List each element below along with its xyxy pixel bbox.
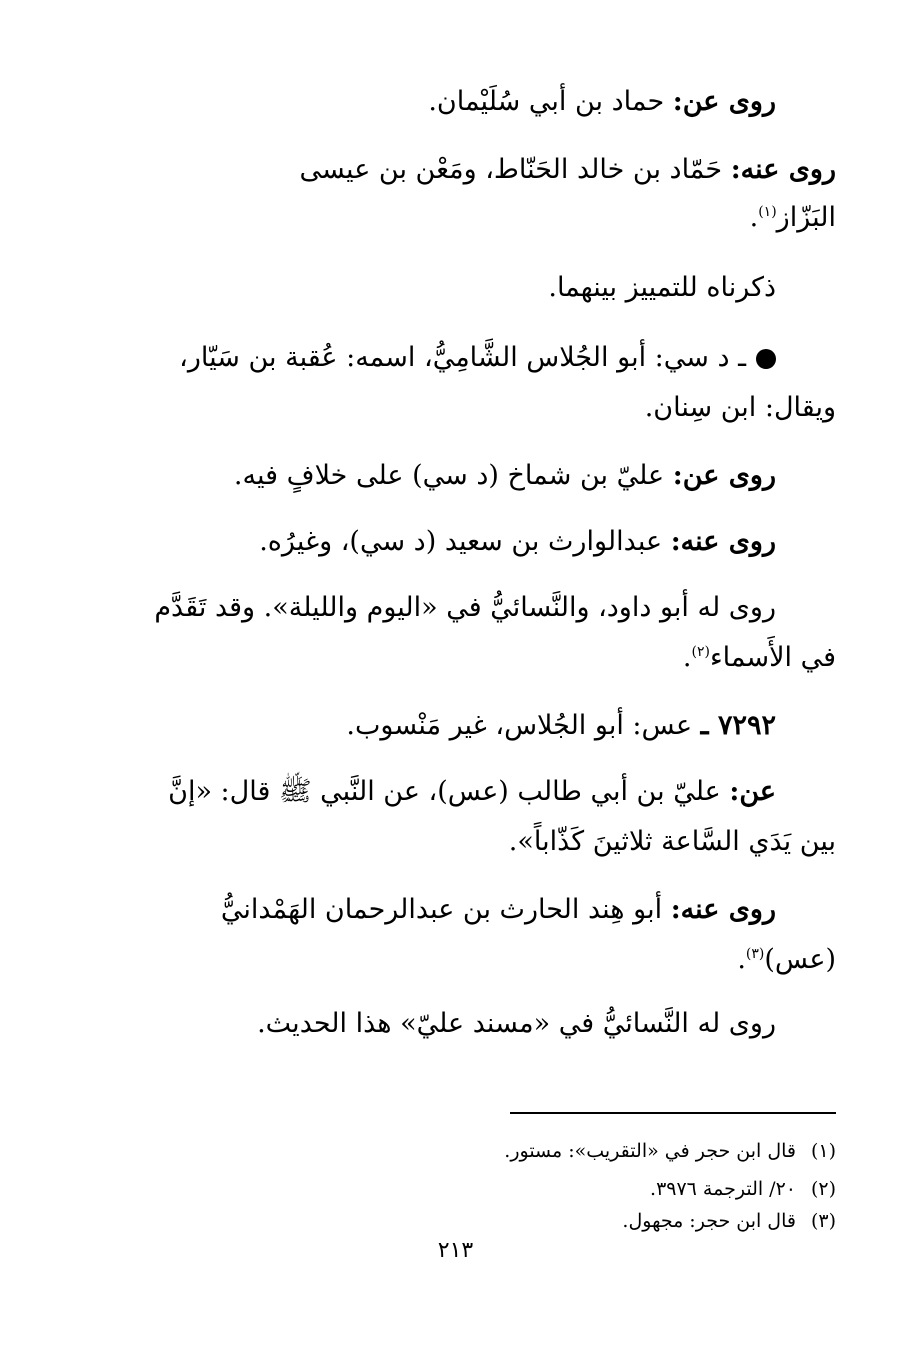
footnote-1: (١)قال ابن حجر في «التقريب»: مستور. <box>504 1140 836 1162</box>
footnote-2: (٢)٢٠/ الترجمة ٣٩٧٦. <box>650 1178 836 1200</box>
text-line-10: في الأَسماء$^{(٢)}$. <box>682 642 836 673</box>
text-line-4: ذكرناه للتمييز بينهما. <box>548 272 776 303</box>
entry-7292-line: ٧٢٩٢ ـ عس: أبو الجُلاس، غير مَنْسوب. <box>346 710 776 741</box>
page-number: ٢١٣ <box>437 1238 474 1263</box>
text-line-12: عن: عليّ بن أبي طالب (عس)، عن النَّبي ﷺ قال: «إنَّ <box>168 776 776 807</box>
text-line-15: (عس)$^{(٣)}$. <box>737 944 836 975</box>
text-line-2: روى عنه: حَمّاد بن خالد الحَنّاط، ومَعْن بن عيسى <box>299 154 836 185</box>
text-line-3: البَزّاز$^{(١)}$. <box>749 202 836 233</box>
text-line-6: ويقال: ابن سِنان. <box>644 392 836 423</box>
text-line-9: روى له أبو داود، والنَّسائيُّ في «اليوم والليلة». وقد تَقَدَّم <box>154 592 776 623</box>
text-line-7: روى عن: عليّ بن شماخ (د سي) على خلافٍ فيه. <box>233 460 776 491</box>
text-line-1: روى عن: حماد بن أبي سُلَيْمان. <box>428 86 776 117</box>
footnote-divider <box>510 1112 836 1114</box>
text-line-8: روى عنه: عبدالوارث بن سعيد (د سي)، وغيرُه. <box>259 526 776 557</box>
text-line-5: ـ د سي: أبو الجُلاس الشَّامِيُّ، اسمه: عُقبة بن سَيّار، <box>179 338 776 378</box>
footnote-3: (٣)قال ابن حجر: مجهول. <box>622 1210 836 1232</box>
text-line-14: روى عنه: أبو هِند الحارث بن عبدالرحمان الهَمْدانيُّ <box>220 894 776 925</box>
bullet-icon <box>756 349 776 369</box>
text-line-16: روى له النَّسائيُّ في «مسند عليّ» هذا الحديث. <box>257 1008 776 1039</box>
text-line-13: بين يَدَي السَّاعة ثلاثينَ كَذّاباً». <box>508 826 836 857</box>
